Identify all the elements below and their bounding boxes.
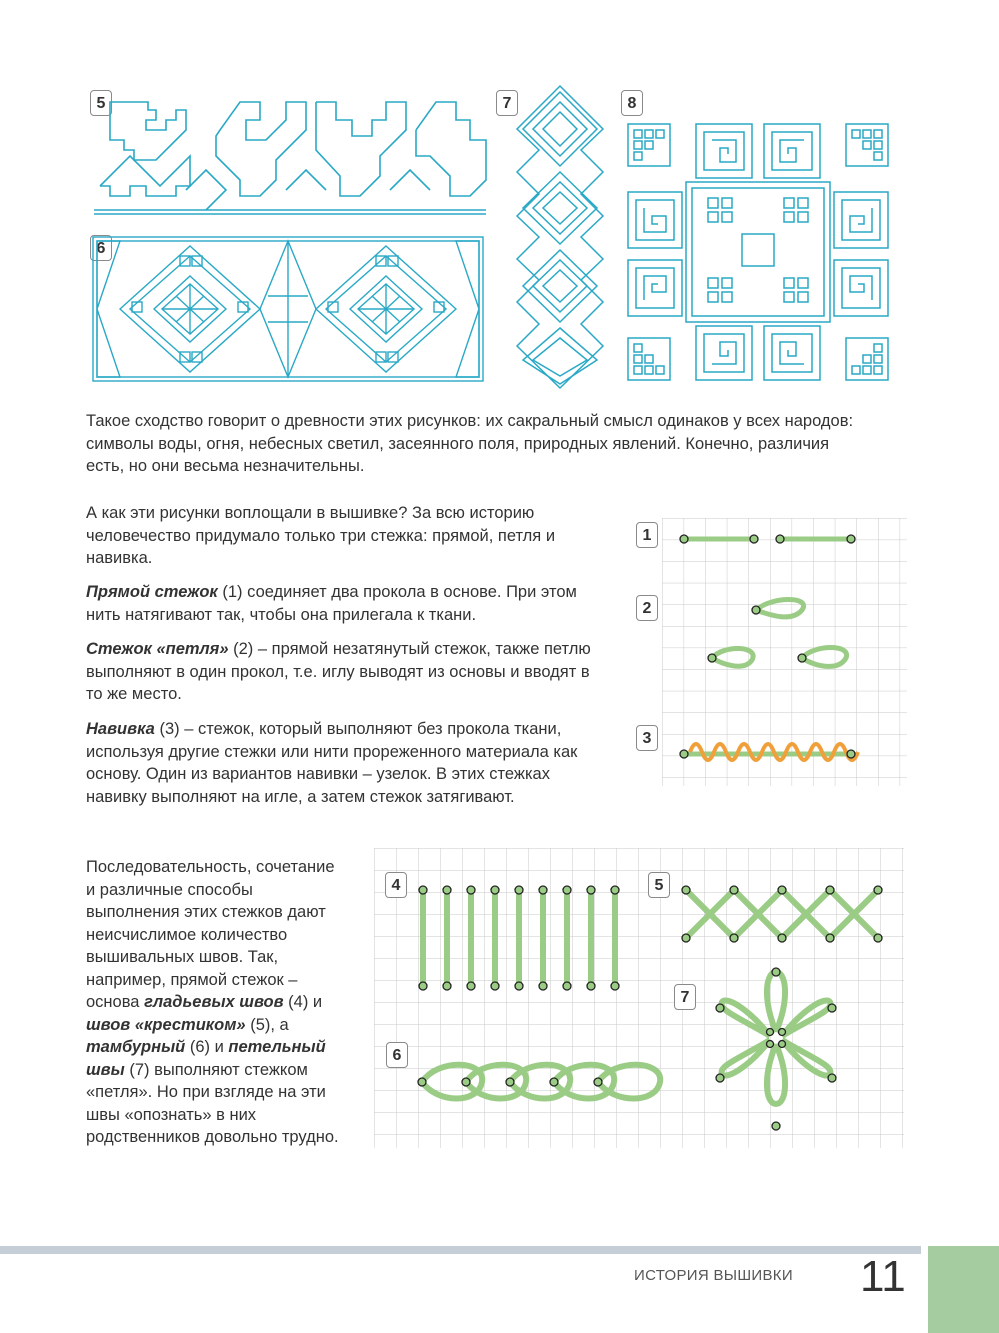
intro-paragraph: Такое сходство говорит о древности этих рисунков: их сакральный смысл одинаков у всех народов: символы воды, огня, небесных светил, засеянного поля, природных явлений. Конечно, различия есть, но они весьма незначительны. — [86, 412, 854, 475]
straight-stitch-text: (1) соединяет два прокола в основе. При этом нить натягивают так, чтобы она прилегала к ткани. — [86, 583, 577, 624]
figure-label-8: 8 — [621, 90, 643, 116]
chain-stitch-term: тамбурный — [86, 1038, 186, 1056]
diagram-label-3: 3 — [636, 725, 658, 751]
ornament-5-band — [90, 90, 490, 220]
section-title: ИСТОРИЯ ВЫШИВКИ — [634, 1267, 793, 1284]
diagram-label-6: 6 — [386, 1042, 408, 1068]
stitches-intro-paragraph: А как эти рисунки воплощали в вышивке? За всю историю человечество придумало только три стежка: прямой, петля и навивка. — [86, 504, 556, 567]
seams-text-4: (6) и — [185, 1038, 229, 1056]
buttonhole-stitch-term: петельный швы — [86, 1038, 326, 1079]
seams-text-1: Последовательность, сочетание и различные способы выполнения этих стежков дают неисчислимое количество вышивальных швов. Так, например, прямой стежок – основа — [86, 858, 335, 1011]
ornament-7-chain — [515, 84, 605, 390]
figure-label-7: 7 — [496, 90, 518, 116]
diagram-label-5: 5 — [648, 872, 670, 898]
seams-text-2: (4) и — [283, 993, 323, 1011]
seams-paragraph — [86, 856, 348, 1149]
diagram-label-1: 1 — [636, 522, 658, 548]
wrap-stitch-term: Навивка — [86, 720, 155, 738]
seams-text-3: (5), а — [245, 1015, 289, 1034]
basic-stitches-diagram — [662, 518, 907, 786]
footer-bar — [0, 1246, 921, 1254]
diagram-label-4: 4 — [385, 872, 407, 898]
figure-label-5: 5 — [90, 90, 112, 116]
loop-stitch-term: Стежок «петля» — [86, 640, 229, 658]
cross-stitch-term: швов «крестиком» — [86, 1015, 246, 1034]
page-number: 11 — [860, 1252, 906, 1301]
seams-text-5: (7) выполняют стежком «петля». Но при взгляде на эти швы «опознать» в них родственников довольно трудно. — [86, 1060, 339, 1146]
footer-tab — [928, 1246, 999, 1333]
wrap-stitch-text: (3) – стежок, который выполняют без прокола ткани, используя другие стежки или нити прореженного материала как основу. Один из вариантов навивки – узелок. В этих стежках навивку выполняют на игле, а затем стежок затягивают. — [86, 720, 578, 806]
straight-stitch-term: Прямой стежок — [86, 583, 218, 601]
ornament-6-band — [92, 236, 484, 382]
diagram-label-7: 7 — [674, 984, 696, 1010]
ornament-8-square — [626, 122, 890, 382]
figure-label-6: 6 — [90, 235, 112, 261]
wrap-stitch-paragraph — [86, 718, 586, 808]
straight-stitch-paragraph — [86, 581, 601, 626]
satin-seam-term: гладьевых швов — [144, 993, 284, 1011]
loop-stitch-paragraph — [86, 638, 601, 706]
diagram-label-2: 2 — [636, 595, 658, 621]
seams-diagram — [374, 848, 904, 1148]
loop-stitch-text: (2) – прямой незатянутый стежок, также петлю выполняют в один прокол, т.е. иглу выводят из основы и вводят в то же место. — [86, 640, 591, 703]
